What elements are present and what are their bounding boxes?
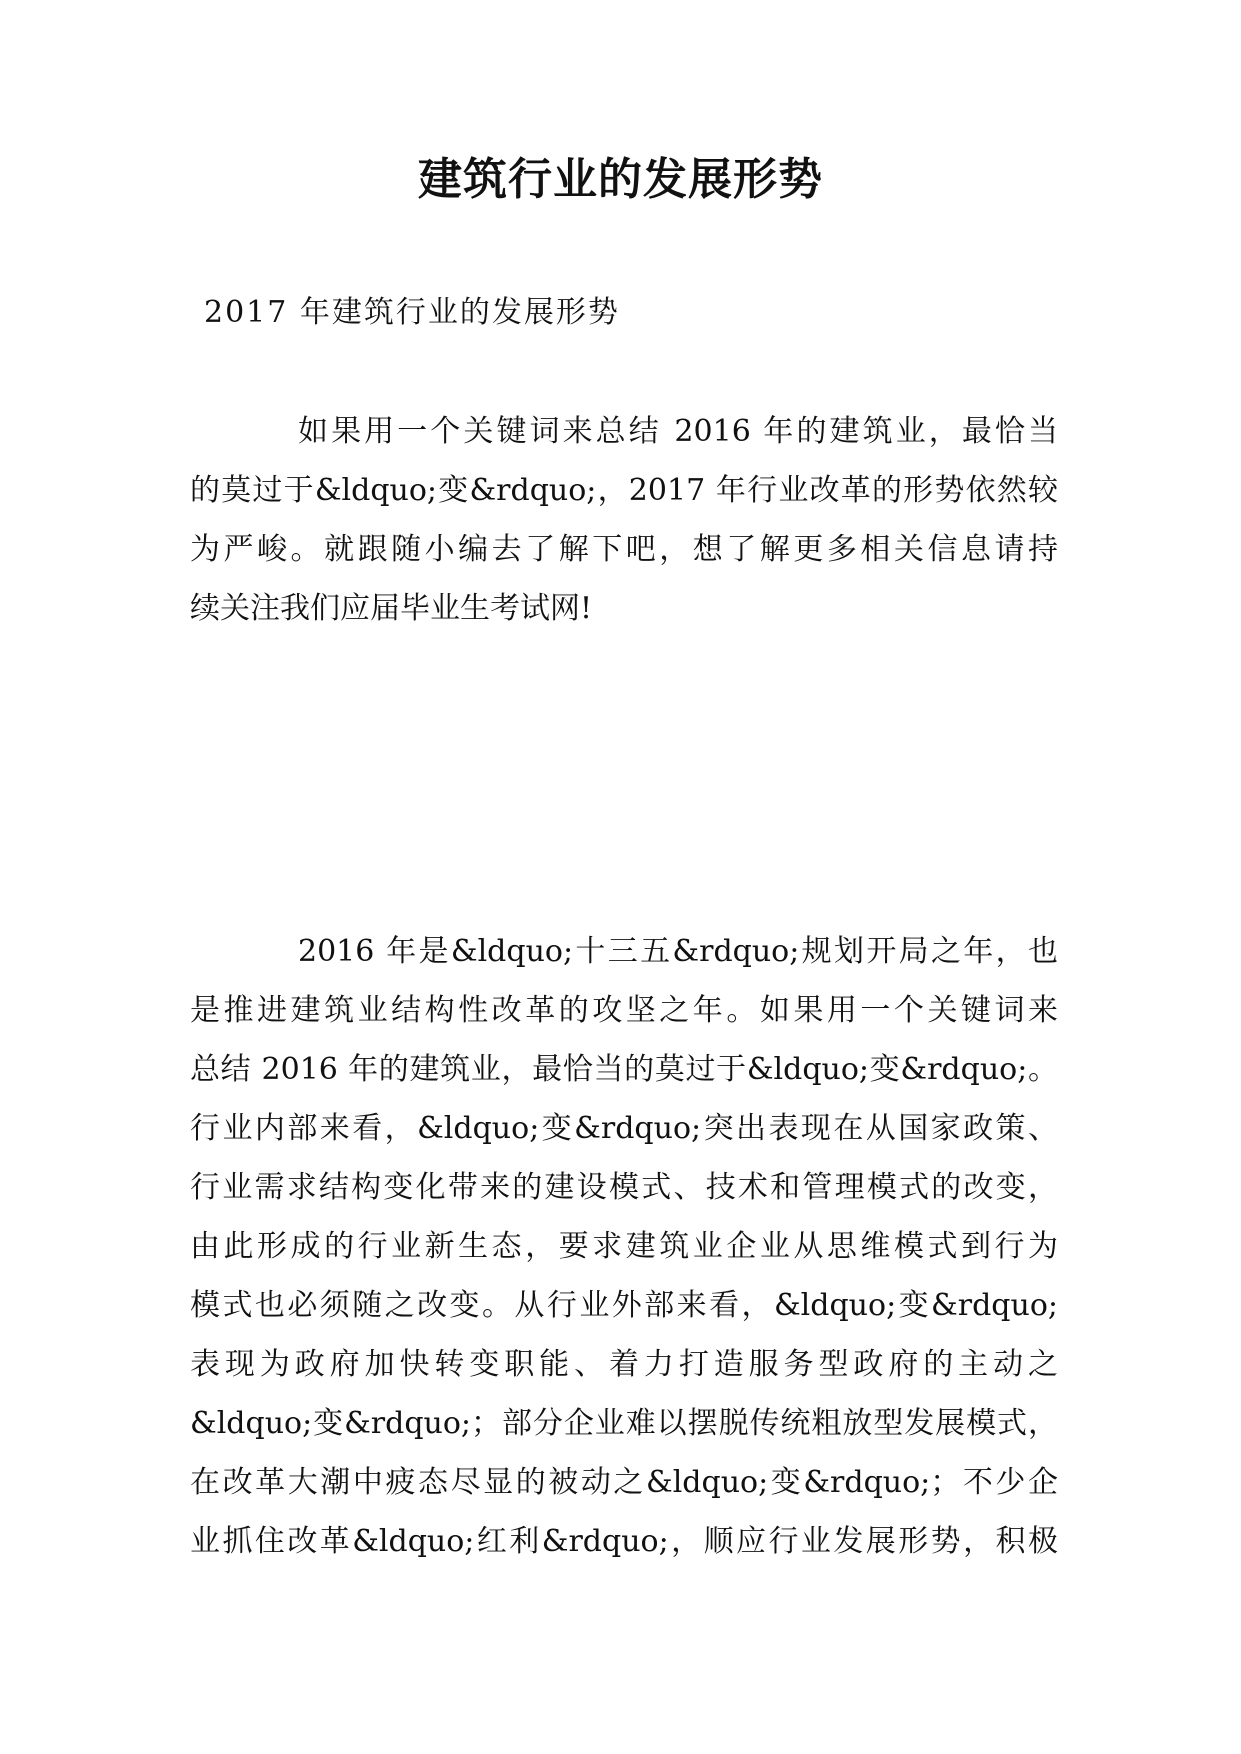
paragraph-line: 2016 年是&ldquo;十三五&rdquo;规划开局之年，也 [298, 934, 1058, 969]
paragraph-line: &ldquo;变&rdquo;；部分企业难以摆脱传统粗放型发展模式， [190, 1406, 1058, 1441]
paragraph-line: 由此形成的行业新生态，要求建筑业企业从思维模式到行为 [190, 1229, 1058, 1264]
paragraph-line: 在改革大潮中疲态尽显的被动之&ldquo;变&rdquo;；不少企 [190, 1465, 1058, 1500]
paragraph-line: 如果用一个关键词来总结 2016 年的建筑业，最恰当 [298, 414, 1058, 449]
paragraph-line: 表现为政府加快转变职能、着力打造服务型政府的主动之 [190, 1347, 1058, 1382]
paragraph-line: 的莫过于&ldquo;变&rdquo;，2017 年行业改革的形势依然较 [190, 473, 1058, 508]
document-title: 建筑行业的发展形势 [418, 154, 823, 205]
paragraph-line: 行业需求结构变化带来的建设模式、技术和管理模式的改变， [190, 1170, 1058, 1205]
paragraph-line: 续关注我们应届毕业生考试网! [190, 591, 593, 626]
paragraph-line: 为严峻。就跟随小编去了解下吧，想了解更多相关信息请持 [190, 532, 1058, 567]
body-paragraph-1 [190, 402, 1058, 638]
document-subtitle: 2017 年建筑行业的发展形势 [204, 295, 620, 330]
paragraph-line: 总结 2016 年的建筑业，最恰当的莫过于&ldquo;变&rdquo;。 [190, 1052, 1058, 1087]
paragraph-line: 业抓住改革&ldquo;红利&rdquo;，顺应行业发展形势，积极 [190, 1524, 1058, 1559]
paragraph-line: 是推进建筑业结构性改革的攻坚之年。如果用一个关键词来 [190, 993, 1058, 1028]
paragraph-line: 模式也必须随之改变。从行业外部来看，&ldquo;变&rdquo; [190, 1288, 1058, 1323]
paragraph-line: 行业内部来看，&ldquo;变&rdquo;突出表现在从国家政策、 [190, 1111, 1058, 1146]
body-paragraph-2 [190, 922, 1058, 1571]
